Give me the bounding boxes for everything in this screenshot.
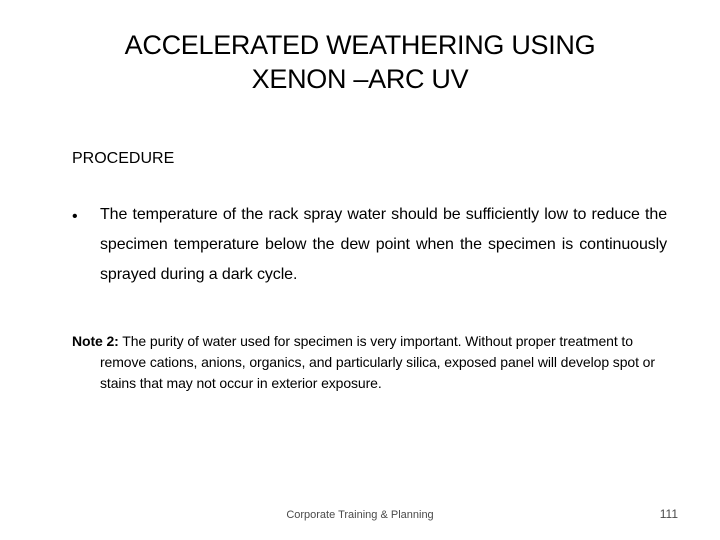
note-label: Note 2:	[72, 333, 119, 349]
slide-title-line-1: ACCELERATED WEATHERING USING	[124, 30, 596, 60]
bullet-item	[72, 200, 667, 290]
note-paragraph	[72, 331, 667, 394]
footer-text: Corporate Training & Planning	[286, 509, 434, 521]
bullet-text: The temperature of the rack spray water should be sufficiently low to reduce the specimen temperature below the dew point when the specimen is continuously sprayed during a dark cycle.	[100, 206, 667, 283]
page-number: 111	[659, 507, 678, 521]
slide-title	[60, 28, 660, 96]
section-heading: PROCEDURE	[72, 150, 175, 167]
bullet-icon: •	[72, 208, 78, 225]
note-text: The purity of water used for specimen is very important. Without proper treatment to remove cations, anions, organics, and particularly silica, exposed panel will develop spot or stains that may not occur in exterior exposure.	[100, 333, 655, 391]
slide-title-line-2: XENON –ARC UV	[251, 64, 469, 94]
